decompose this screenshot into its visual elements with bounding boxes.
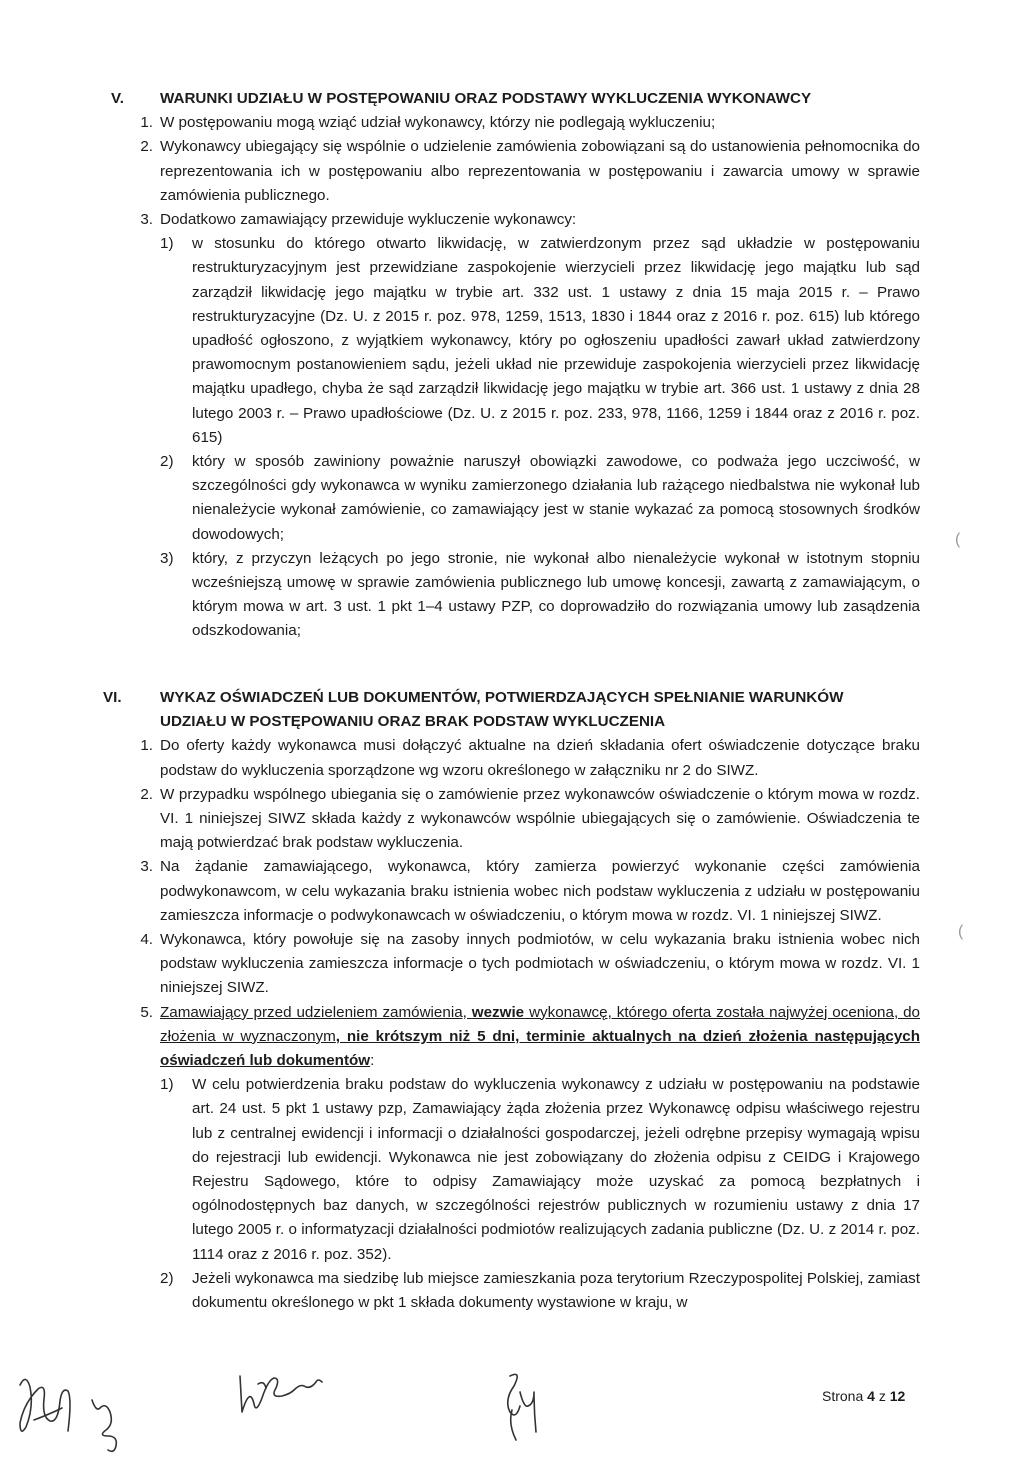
section-vi-item: 1. Do oferty każdy wykonawca musi dołączyć aktualne na dzień składania ofert oświadczenie dotyczące braku podstaw do wykluczenia sporządzone wg wzoru określonego w załączniku nr 2 do SIWZ. xyxy=(140,737,920,779)
section-vi-item: 5. Zamawiający przed udzieleniem zamówienia, wezwie wykonawcę, którego oferta została najwyżej oceniona, do złożenia w wyznaczonym, nie krótszym niż 5 dni, terminie aktualnych na dzień złożenia następujących oświadczeń lub dokumentów: 1) W celu potwierdzenia braku podstaw do wykluczenia wykonawcy z udziału w postępowaniu na podstawie art. 24 ust. 5 pkt 1 ustawy pzp, Zamawiający żąda złożenia przez Wykonawcę odpisu właściwego rejestru lub z centralnej ewidencji i informacji o działalności gospodarczej, jeżeli odrębne przepisy wymagają wpisu do rejestracji lub ewidencji. Wykonawca nie jest zobowiązany do złożenia odpisu z CEIDG i Krajowego Rejestru Sądowego, które to odpisy Zamawiający może uzyskać za pomocą bezpłatnych i ogólnodostępnych baz danych, w szczególności rejestrów publicznych w rozumieniu ustawy z dnia 17 lutego 2005 r. o informatyzacji działalności podmiotów realizujących zadania publiczne (Dz. U. z 2014 r. poz. 1114 oraz z 2016 r. poz. 352). 2) Jeżeli wykonawca ma siedzibę lub miejsce zamieszkania poza terytorium Rzeczypospolitej Polskiej, zamiast dokumentu określonego w pkt 1 składa dokumenty wystawione w kraju, w xyxy=(160,1001,920,1316)
section-vi-item-5-text: Zamawiający przed udzieleniem zamówienia, wezwie wykonawcę, którego oferta została najwyżej oceniona, do złożenia w wyznaczonym, nie krótszym niż 5 dni, terminie aktualnych na dzień złożenia następujących oświadczeń lub dokumentów: xyxy=(160,1003,920,1070)
margin-mark: ( xyxy=(958,923,964,940)
section-v xyxy=(0,87,1024,644)
section-v-subitem: 2) który w sposób zawiniony poważnie naruszył obowiązki zawodowe, co podważa jego uczciwość, w szczególności gdy wykonawca w wyniku zamierzonego działania lub rażącego niedbalstwa nie wykonał lub nienależycie wykonał zamówienie, co zamawiający jest w stanie wykazać za pomocą stosownych środków dowodowych; xyxy=(160,453,920,543)
margin-mark: ( xyxy=(955,531,961,548)
section-v-subitem: 1) w stosunku do którego otwarto likwidację, w zatwierdzonym przez sąd układzie w postępowaniu restrukturyzacyjnym jest przewidziane zaspokojenie wierzycieli przez likwidację jego majątku lub sąd zarządził likwidację jego majątku w trybie art. 332 ust. 1 ustawy z dnia 15 maja 2015 r. – Prawo restrukturyzacyjne (Dz. U. z 2015 r. poz. 978, 1259, 1513, 1830 i 1844 oraz z 2016 r. poz. 615) lub którego upadłość ogłoszono, z wyjątkiem wykonawcy, który po ogłoszeniu upadłości zawarł układ zatwierdzony prawomocnym postanowieniem sądu, jeżeli układ nie przewiduje zaspokojenia wierzycieli przez likwidację majątku upadłego, chyba że sąd zarządził likwidację jego majątku w trybie art. 366 ust. 1 ustawy z dnia 28 lutego 2003 r. – Prawo upadłościowe (Dz. U. z 2015 r. poz. 233, 978, 1166, 1259 i 1844 oraz z 2016 r. poz. 615) xyxy=(160,235,920,446)
page-total: 12 xyxy=(889,1388,906,1404)
section-v-item: 3. Dodatkowo zamawiający przewiduje wykluczenie wykonawcy: 1) w stosunku do którego otwarto likwidację, w zatwierdzonym przez sąd układzie w postępowaniu restrukturyzacyjnym jest przewidziane zaspokojenie wierzycieli przez likwidację jego majątku lub sąd zarządził likwidację jego majątku w trybie art. 332 ust. 1 ustawy z dnia 15 maja 2015 r. – Prawo restrukturyzacyjne (Dz. U. z 2015 r. poz. 978, 1259, 1513, 1830 i 1844 oraz z 2016 r. poz. 615) lub którego upadłość ogłoszono, z wyjątkiem wykonawcy, który po ogłoszeniu upadłości zawarł układ zatwierdzony prawomocnym postanowieniem sądu, jeżeli układ nie przewiduje zaspokojenia wierzycieli przez likwidację majątku upadłego, chyba że sąd zarządził likwidację jego majątku w trybie art. 366 ust. 1 ustawy z dnia 28 lutego 2003 r. – Prawo upadłościowe (Dz. U. z 2015 r. poz. 233, 978, 1166, 1259 i 1844 oraz z 2016 r. poz. 615) 2) który w sposób zawiniony poważnie naruszył obowiązki zawodowe, co podważa jego uczciwość, w szczególności gdy wykonawca w wyniku zamierzonego działania lub rażącego niedbalstwa nie wykonał lub nienależycie wykonał zamówienie, co zamawiający jest w stanie wykazać za pomocą stosownych środków dowodowych; 3) który, z przyczyn leżących po jego stronie, nie wykonał albo nienależycie wykonał w istotnym stopniu wcześniejszą umowę w sprawie zamówienia publicznego lub umowę koncesji, zawartą z zamawiającym, o którym mowa w art. 3 ust. 1 pkt 1–4 ustawy PZP, co doprowadziło do rozwiązania umowy lub zasądzenia odszkodowania; xyxy=(160,208,920,644)
section-vi-number: VI. xyxy=(103,689,122,706)
section-vi xyxy=(0,686,1024,1315)
section-vi-item: 2. W przypadku wspólnego ubiegania się o zamówienie przez wykonawców oświadczenie o którym mowa w rozdz. VI. 1 niniejszej SIWZ składa każdy z wykonawców wspólnie ubiegających się o zamówienie. Oświadczenia te mają potwierdzać brak podstaw wykluczenia. xyxy=(140,785,920,852)
section-vi-title: WYKAZ OŚWIADCZEŃ LUB DOKUMENTÓW, POTWIERDZAJĄCYCH SPEŁNIANIE WARUNKÓW UDZIAŁU W POSTĘPOWANIU ORAZ BRAK PODSTAW WYKLUCZENIA xyxy=(160,689,844,731)
section-v-subitem: 3) który, z przyczyn leżących po jego stronie, nie wykonał albo nienależycie wykonał w istotnym stopniu wcześniejszą umowę w sprawie zamówienia publicznego lub umowę koncesji, zawartą z zamawiającym, o którym mowa w art. 3 ust. 1 pkt 1–4 ustawy PZP, co doprowadziło do rozwiązania umowy lub zasądzenia odszkodowania; xyxy=(160,549,920,640)
section-vi-item: 3. Na żądanie zamawiającego, wykonawca, który zamierza powierzyć wykonanie części zamówienia podwykonawcom, w celu wykazania braku istnienia wobec nich podstaw wykluczenia z udziału w postępowaniu zamieszcza informacje o podwykonawcach w oświadczeniu, o którym mowa w rozdz. VI. 1 niniejszej SIWZ. xyxy=(140,858,920,924)
section-v-title: WARUNKI UDZIAŁU W POSTĘPOWANIU ORAZ PODSTAWY WYKLUCZENIA WYKONAWCY xyxy=(160,90,812,107)
page-current: 4 xyxy=(867,1388,875,1404)
section-v-item: 2. Wykonawcy ubiegający się wspólnie o udzielenie zamówienia zobowiązani są do ustanowienia pełnomocnika do reprezentowania ich w postępowaniu albo reprezentowania w postępowaniu i zawarcia umowy w sprawie zamówienia publicznego. xyxy=(140,138,920,204)
page-label: Strona xyxy=(822,1388,864,1404)
section-vi-item: 4. Wykonawca, który powołuje się na zasoby innych podmiotów, w celu wykazania braku istnienia wobec nich podstaw wykluczenia zamieszcza informacje o tych podmiotach w oświadczeniu, o którym mowa w rozdz. VI. 1 niniejszej SIWZ. xyxy=(140,931,920,997)
page-separator: z xyxy=(878,1388,886,1404)
section-v-item: 1. W postępowaniu mogą wziąć udział wykonawcy, którzy nie podlegają wykluczeniu; xyxy=(140,114,716,132)
section-vi-subitem: 2) Jeżeli wykonawca ma siedzibę lub miejsce zamieszkania poza terytorium Rzeczypospolitej Polskiej, zamiast dokumentu określonego w pkt 1 składa dokumenty wystawione w kraju, w xyxy=(160,1269,920,1312)
page-counter xyxy=(822,1384,905,1408)
section-vi-subitem: 1) W celu potwierdzenia braku podstaw do wykluczenia wykonawcy z udziału w postępowaniu na podstawie art. 24 ust. 5 pkt 1 ustawy pzp, Zamawiający żąda złożenia przez Wykonawcę odpisu właściwego rejestru lub z centralnej ewidencji i informacji o działalności gospodarczej, jeżeli odrębne przepisy wymagają wpisu do rejestracji lub ewidencji. Wykonawca nie jest zobowiązany do złożenia odpisu z CEIDG i Krajowego Rejestru Sądowego, które to odpisy Zamawiający może uzyskać za pomocą bezpłatnych i ogólnodostępnych baz danych, w szczególności rejestrów publicznych w rozumieniu ustawy z dnia 17 lutego 2005 r. o informatyzacji działalności podmiotów realizujących zadania publiczne (Dz. U. z 2014 r. poz. 1114 oraz z 2016 r. poz. 352). xyxy=(160,1076,920,1263)
section-vi-heading xyxy=(0,686,1024,734)
section-v-heading xyxy=(0,87,1024,111)
section-v-number: V. xyxy=(111,90,124,107)
